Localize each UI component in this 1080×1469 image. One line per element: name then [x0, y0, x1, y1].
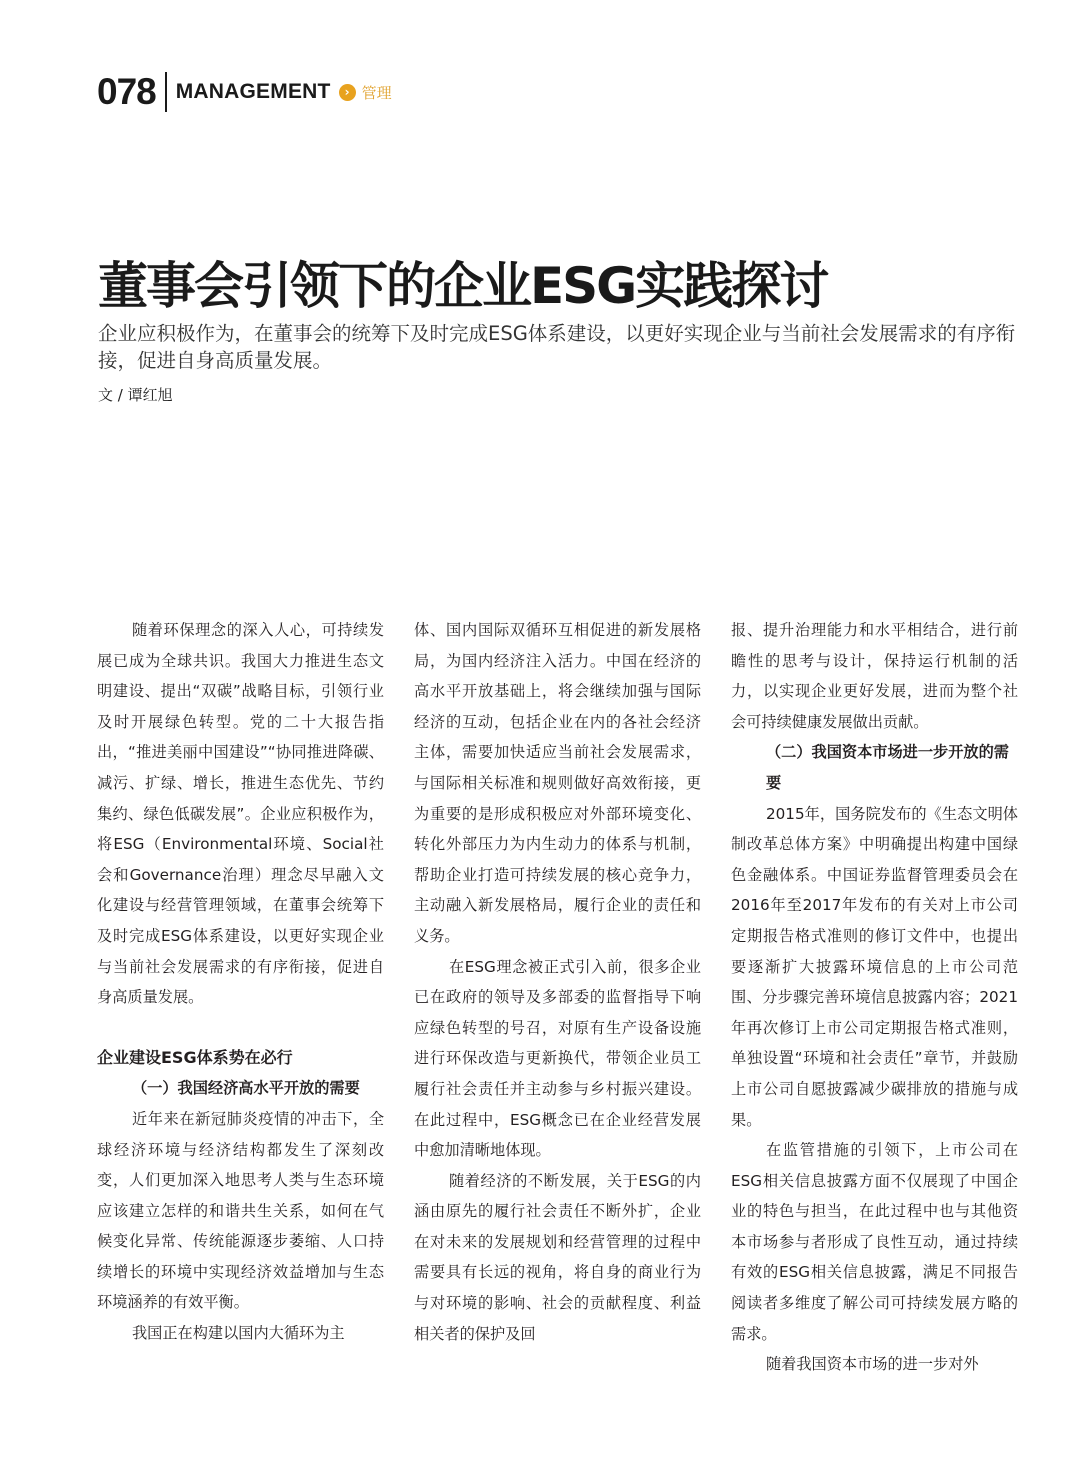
subsection-heading: （一）我国经济高水平开放的需要 — [131, 1079, 360, 1098]
chevron-right-icon: › — [339, 84, 356, 101]
paragraph: 体、国内国际双循环互相促进的新发展格局，为国内经济注入活力。中国在经济的高水平开放基础上，将会继续加强与国际经济的互动，包括企业在内的各社会经济主体，需要加快适应当前社会发展需求，与国际相关标准和规则做好高效衔接，更为重要的是形成积极应对外部环境变化、转化外部压力为内生动力的体系与机制，帮助企业打造可持续发展的核心竞争力，主动融入新发展格局，履行企业的责任和义务。 — [414, 621, 701, 945]
header-divider — [165, 72, 167, 112]
paragraph: 报、提升治理能力和水平相结合，进行前瞻性的思考与设计，保持运行机制的活力，以实现企业更好发展，进而为整个社会可持续健康发展做出贡献。 — [731, 621, 1018, 731]
section-spacer — [97, 1013, 384, 1043]
paragraph: 我国正在构建以国内大循环为主 — [131, 1324, 345, 1343]
paragraph: 2015年，国务院发布的《生态文明体制改革总体方案》中明确提出构建中国绿色金融体系。中国证券监督管理委员会在2016年至2017年发布的有关对上市公司定期报告格式准则的修订文件中，也提出要逐渐扩大披露环境信息的上市公司范围、分步骤完善环境信息披露内容；2021年再次修订上市公司定期报告格式准则，单独设置“环境和社会责任”章节，并鼓励上市公司自愿披露减少碳排放的措施与成果。 — [731, 804, 1018, 1129]
paragraph: 在监管措施的引领下，上市公司在ESG相关信息披露方面不仅展现了中国企业的特色与担当，在此过程中也与其他资本市场参与者形成了良性互动，通过持续有效的ESG相关信息披露，满足不同报告阅读者多维度了解公司可持续发展方略的需求。 — [731, 1141, 1018, 1343]
article-title: 董事会引领下的企业ESG实践探讨 — [98, 257, 828, 315]
body-column-2 — [414, 615, 701, 1349]
paragraph: 在ESG理念被正式引入前，很多企业已在政府的领导及多部委的监督指导下响应绿色转型的号召，对原有生产设备设施进行环保改造与更新换代，带领企业员工履行社会责任并主动参与乡村振兴建设。在此过程中，ESG概念已在企业经营发展中愈加清晰地体现。 — [414, 957, 701, 1160]
paragraph: 随着经济的不断发展，关于ESG的内涵由原先的履行社会责任不断外扩，企业在对未来的发展规划和经营管理的过程中需要具有长远的视角，将自身的商业行为与对环境的影响、社会的贡献程度、利益相关者的保护及回 — [414, 1171, 701, 1343]
body-column-1 — [97, 615, 384, 1349]
body-column-3 — [731, 615, 1018, 1380]
paragraph: 随着我国资本市场的进一步对外 — [765, 1355, 979, 1374]
page-header — [97, 70, 392, 114]
section-name-cn: 管理 — [361, 83, 392, 102]
article-author: 文 / 谭红旭 — [98, 386, 173, 404]
section-name-en: MANAGEMENT — [175, 80, 331, 103]
subsection-heading: （二）我国资本市场进一步开放的需要 — [765, 743, 1009, 792]
section-heading: 企业建设ESG体系势在必行 — [97, 1047, 293, 1067]
paragraph: 近年来在新冠肺炎疫情的冲击下，全球经济环境与经济结构都发生了深刻改变，人们更加深入地思考人类与生态环境应该建立怎样的和谐共生关系，如何在气候变化异常、传统能源逐步萎缩、人口持续增长的环境中实现经济效益增加与生态环境涵养的有效平衡。 — [97, 1109, 384, 1312]
paragraph: 随着环保理念的深入人心，可持续发展已成为全球共识。我国大力推进生态文明建设、提出“双碳”战略目标，引领行业及时开展绿色转型。党的二十大报告指出，“推进美丽中国建设”“协同推进降碳、减污、扩绿、增长，推进生态优先、节约集约、绿色低碳发展”。企业应积极作为，将ESG（Environmental环境、Social社会和Governance治理）理念尽早融入文化建设与经营管理领域，在董事会统筹下及时完成ESG体系建设，以更好实现企业与当前社会发展需求的有序衔接，促进自身高质量发展。 — [97, 621, 384, 1007]
article-subtitle: 企业应积极作为，在董事会的统筹下及时完成ESG体系建设，以更好实现企业与当前社会发展需求的有序衔接，促进自身高质量发展。 — [98, 322, 1016, 372]
page-number: 078 — [97, 71, 156, 112]
